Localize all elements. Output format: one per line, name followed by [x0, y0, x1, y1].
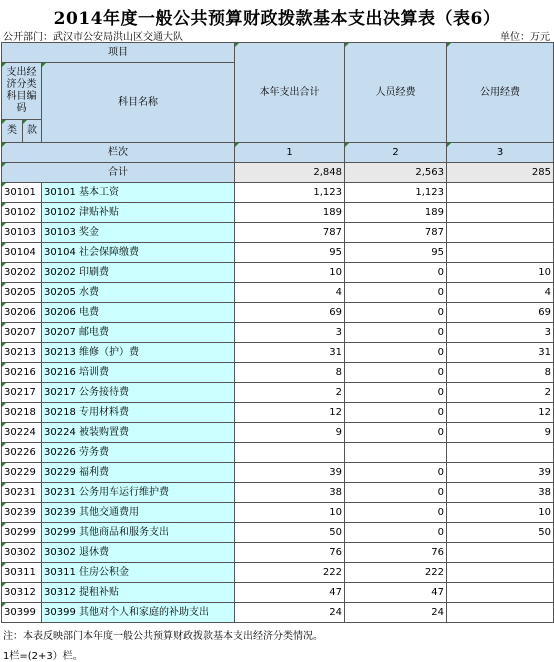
table-row — [2, 303, 554, 323]
row-personnel: 0 — [345, 383, 447, 403]
row-code: 30213 — [2, 343, 42, 363]
table-row — [2, 183, 554, 203]
row-code: 30205 — [2, 283, 42, 303]
row-personnel: 0 — [345, 343, 447, 363]
sum-personnel: 2,563 — [345, 163, 447, 183]
row-total: 189 — [235, 203, 345, 223]
footnote-2: 1栏=(2+3）栏。 — [3, 651, 83, 662]
row-code: 30202 — [2, 263, 42, 283]
row-total: 1,123 — [235, 183, 345, 203]
table-row — [2, 423, 554, 443]
row-total: 787 — [235, 223, 345, 243]
footnote-1: 注：本表反映部门本年度一般公共预算财政拨款基本支出经济分类情况。 — [3, 631, 323, 642]
row-public: 10 — [447, 503, 554, 523]
row-public: 38 — [447, 483, 554, 503]
row-code: 30226 — [2, 443, 42, 463]
row-subject-name: 30231 公务用车运行维护费 — [42, 483, 235, 503]
row-total: 8 — [235, 363, 345, 383]
row-public: 12 — [447, 403, 554, 423]
row-public: 39 — [447, 463, 554, 483]
unit-label: 单位：万元 — [500, 32, 550, 43]
row-personnel: 189 — [345, 203, 447, 223]
row-code: 30231 — [2, 483, 42, 503]
row-public — [447, 243, 554, 263]
row-total: 222 — [235, 563, 345, 583]
row-subject-name: 30302 退休费 — [42, 543, 235, 563]
table-row — [2, 323, 554, 343]
row-personnel: 0 — [345, 423, 447, 443]
row-public — [447, 183, 554, 203]
row-personnel: 0 — [345, 503, 447, 523]
total-column-header: 本年支出合计 — [235, 43, 345, 143]
row-public: 3 — [447, 323, 554, 343]
table-row — [2, 483, 554, 503]
row-subject-name: 30213 维修（护）费 — [42, 343, 235, 363]
row-subject-name: 30101 基本工资 — [42, 183, 235, 203]
table-row — [2, 363, 554, 383]
row-public — [447, 583, 554, 603]
row-public — [447, 543, 554, 563]
row-subject-name: 30218 专用材料费 — [42, 403, 235, 423]
row-total — [235, 443, 345, 463]
row-public: 50 — [447, 523, 554, 543]
row-personnel: 1,123 — [345, 183, 447, 203]
row-subject-name: 30226 劳务费 — [42, 443, 235, 463]
column-number-2: 2 — [345, 143, 447, 163]
row-subject-name: 30312 提租补贴 — [42, 583, 235, 603]
row-code: 30102 — [2, 203, 42, 223]
category-header: 类 — [2, 120, 23, 143]
row-code: 30218 — [2, 403, 42, 423]
row-total: 39 — [235, 463, 345, 483]
row-subject-name: 30216 培训费 — [42, 363, 235, 383]
row-public — [447, 563, 554, 583]
section-header: 款 — [23, 120, 42, 143]
row-public: 9 — [447, 423, 554, 443]
row-public: 8 — [447, 363, 554, 383]
row-personnel: 0 — [345, 303, 447, 323]
row-code: 30299 — [2, 523, 42, 543]
row-personnel: 0 — [345, 263, 447, 283]
row-subject-name: 30104 社会保障缴费 — [42, 243, 235, 263]
row-code: 30239 — [2, 503, 42, 523]
department-label: 公开部门：武汉市公安局洪山区交通大队 — [3, 32, 183, 43]
table-row — [2, 383, 554, 403]
sum-label: 合计 — [2, 163, 235, 183]
row-total: 10 — [235, 263, 345, 283]
row-subject-name: 30202 印刷费 — [42, 263, 235, 283]
table-row — [2, 203, 554, 223]
econ-code-header: 支出经济分类科目编码 — [2, 63, 42, 120]
row-subject-name: 30224 被装购置费 — [42, 423, 235, 443]
sum-public: 285 — [447, 163, 554, 183]
row-subject-name: 30103 奖金 — [42, 223, 235, 243]
row-code: 30207 — [2, 323, 42, 343]
row-total: 12 — [235, 403, 345, 423]
row-subject-name: 30206 电费 — [42, 303, 235, 323]
row-public: 31 — [447, 343, 554, 363]
row-total: 31 — [235, 343, 345, 363]
row-public: 2 — [447, 383, 554, 403]
personnel-column-header: 人员经费 — [345, 43, 447, 143]
row-total: 4 — [235, 283, 345, 303]
row-personnel — [345, 443, 447, 463]
row-personnel: 76 — [345, 543, 447, 563]
expenditure-table — [1, 42, 554, 623]
sum-total: 2,848 — [235, 163, 345, 183]
row-code: 30399 — [2, 603, 42, 623]
row-subject-name: 30311 住房公积金 — [42, 563, 235, 583]
row-personnel: 0 — [345, 363, 447, 383]
table-row — [2, 463, 554, 483]
row-subject-name: 30102 津贴补贴 — [42, 203, 235, 223]
row-personnel: 0 — [345, 483, 447, 503]
row-total: 2 — [235, 383, 345, 403]
row-personnel: 0 — [345, 323, 447, 343]
row-code: 30302 — [2, 543, 42, 563]
item-header: 项目 — [2, 43, 235, 63]
table-row — [2, 263, 554, 283]
public-column-header: 公用经费 — [447, 43, 554, 143]
row-personnel: 0 — [345, 283, 447, 303]
table-row — [2, 583, 554, 603]
row-personnel: 787 — [345, 223, 447, 243]
row-total: 50 — [235, 523, 345, 543]
row-personnel: 47 — [345, 583, 447, 603]
table-row — [2, 403, 554, 423]
row-personnel: 24 — [345, 603, 447, 623]
table-row — [2, 603, 554, 623]
column-number-label: 栏次 — [2, 143, 235, 163]
row-code: 30216 — [2, 363, 42, 383]
row-public — [447, 223, 554, 243]
row-total: 76 — [235, 543, 345, 563]
row-subject-name: 30239 其他交通费用 — [42, 503, 235, 523]
row-code: 30206 — [2, 303, 42, 323]
table-row — [2, 503, 554, 523]
row-subject-name: 30229 福利费 — [42, 463, 235, 483]
row-code: 30312 — [2, 583, 42, 603]
row-public — [447, 443, 554, 463]
table-row — [2, 543, 554, 563]
row-total: 38 — [235, 483, 345, 503]
subject-name-header: 科目名称 — [42, 63, 235, 143]
table-row — [2, 443, 554, 463]
row-total: 24 — [235, 603, 345, 623]
row-subject-name: 30207 邮电费 — [42, 323, 235, 343]
row-total: 3 — [235, 323, 345, 343]
row-public: 69 — [447, 303, 554, 323]
row-public: 10 — [447, 263, 554, 283]
row-subject-name: 30299 其他商品和服务支出 — [42, 523, 235, 543]
row-personnel: 95 — [345, 243, 447, 263]
row-personnel: 0 — [345, 523, 447, 543]
table-row — [2, 343, 554, 363]
row-total: 10 — [235, 503, 345, 523]
row-total: 69 — [235, 303, 345, 323]
table-row — [2, 563, 554, 583]
page-title: 2014年度一般公共预算财政拨款基本支出决算表（表6） — [53, 9, 501, 29]
table-row — [2, 223, 554, 243]
row-personnel: 0 — [345, 403, 447, 423]
table-row — [2, 283, 554, 303]
column-number-1: 1 — [235, 143, 345, 163]
column-number-3: 3 — [447, 143, 554, 163]
row-code: 30101 — [2, 183, 42, 203]
row-subject-name: 30399 其他对个人和家庭的补助支出 — [42, 603, 235, 623]
row-public — [447, 203, 554, 223]
row-total: 9 — [235, 423, 345, 443]
table-row — [2, 243, 554, 263]
row-code: 30224 — [2, 423, 42, 443]
row-subject-name: 30217 公务接待费 — [42, 383, 235, 403]
row-code: 30103 — [2, 223, 42, 243]
row-total: 95 — [235, 243, 345, 263]
row-code: 30104 — [2, 243, 42, 263]
row-subject-name: 30205 水费 — [42, 283, 235, 303]
row-code: 30217 — [2, 383, 42, 403]
row-public — [447, 603, 554, 623]
row-personnel: 222 — [345, 563, 447, 583]
row-public: 4 — [447, 283, 554, 303]
row-code: 30229 — [2, 463, 42, 483]
row-code: 30311 — [2, 563, 42, 583]
table-row — [2, 523, 554, 543]
row-total: 47 — [235, 583, 345, 603]
row-personnel: 0 — [345, 463, 447, 483]
